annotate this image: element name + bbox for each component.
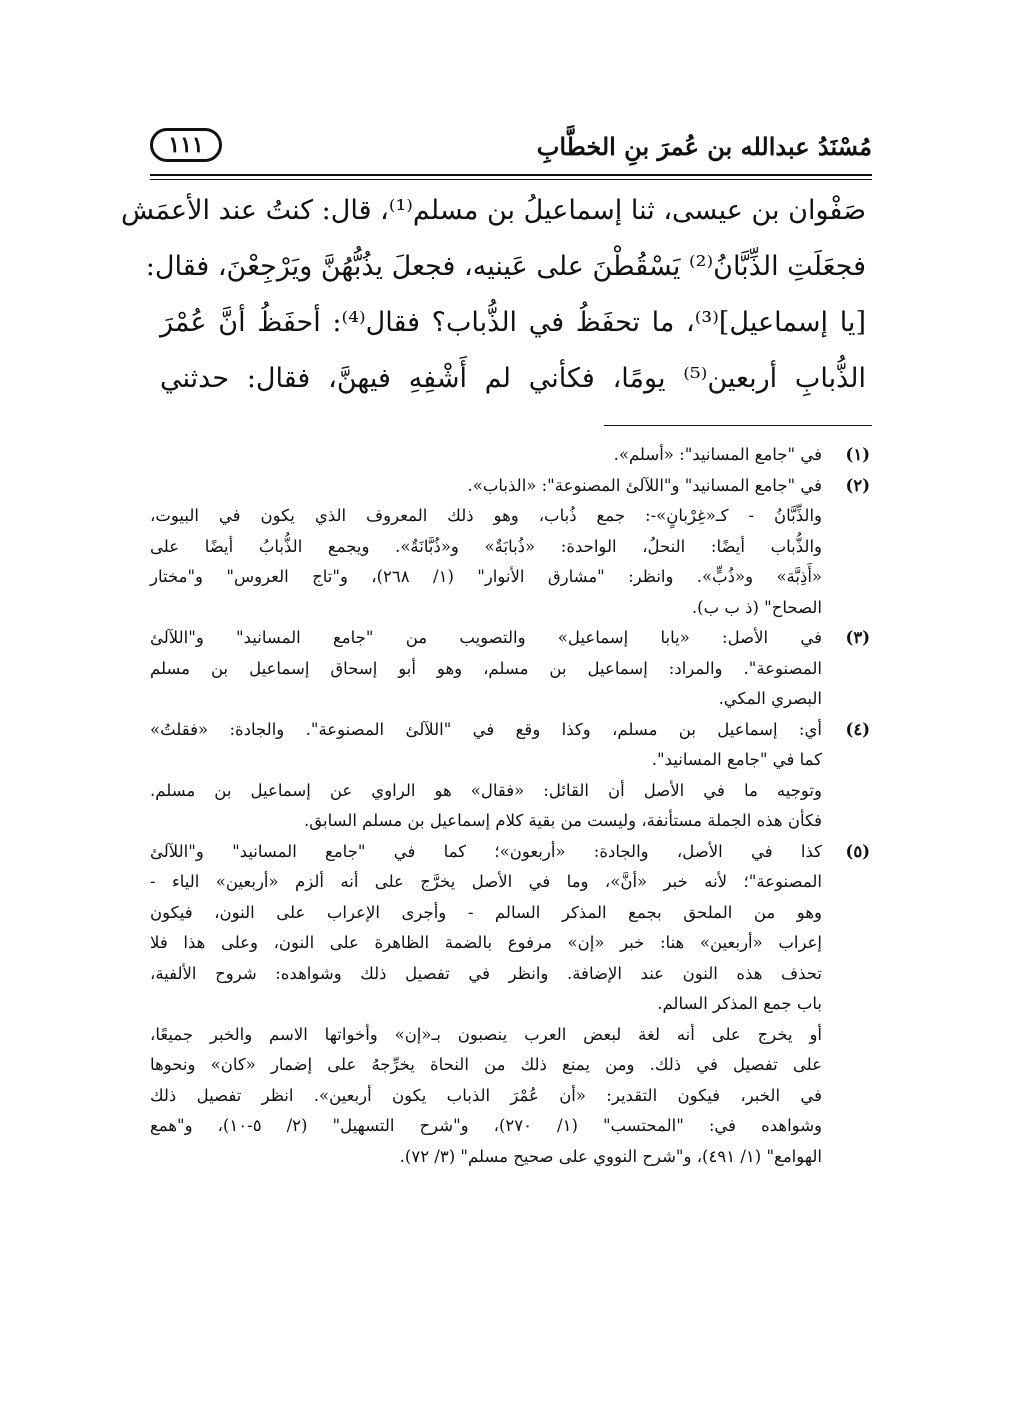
footnote-line: في "جامع المسانيد" و"اللآلئ المصنوعة": «الذباب». [467, 475, 822, 495]
footnote-line: والذِّبَّانُ - كـ«غِرْبانٍ»-: جمع ذُباب، وهو ذلك المعروف الذي يكون في البيوت، [150, 506, 822, 525]
footnote-line: في الأصل: «يابا إسماعيل» والتصويب من "جامع المسانيد" و"اللآلئ [150, 628, 822, 647]
footnotes-block [150, 440, 872, 1172]
main-text-line: صَفْوان بن عيسى، ثنا إسماعيلُ بن مسلم⁽¹⁾، قال: كنتُ عند الأعمَش [120, 195, 866, 226]
footnote-line: على تفصيل في ذلك. ومن يمنع ذلك من النحاة يخرِّجهُ على إضمار «كان» ونحوها [150, 1055, 822, 1074]
footnote-line: أي: إسماعيل بن مسلم، وكذا وقع في "اللآلئ المصنوعة". والجادة: «فقلتُ» [150, 719, 822, 739]
footnote-number: (١) [845, 445, 870, 464]
footnote-line: كذا في الأصل، والجادة: «أربعون»؛ كما في "جامع المسانيد" و"اللآلئ [150, 841, 822, 861]
footnote-line: وشواهده في: "المحتسب" (١/ ٢٧٠)، و"شرح التسهيل" (٢/ ٥-١٠)، و"همع [150, 1116, 822, 1135]
footnote-number: (٥) [845, 841, 870, 861]
footnote-line: البصري المكي. [718, 689, 822, 708]
footnote-line: المصنوعة". والمراد: إسماعيل بن مسلم، وهو أبو إسحاق إسماعيل بن مسلم [150, 658, 822, 678]
footnote-1 [150, 440, 872, 471]
footnote-separator [604, 425, 872, 426]
footnote-line: في "جامع المسانيد": «أسلم». [613, 445, 822, 464]
footnote-5 [150, 837, 872, 1173]
main-text-line: فجعَلَتِ الذِّبَّانُ⁽²⁾ يَسْقُطْنَ على عَينيه، فجعلَ يذُبُّهُنَّ ويَرْجِعْنَ، فقال: [145, 251, 866, 282]
footnote-line: المصنوعة"؛ لأنه خبر «أنَّ»، وما في الأصل يخرَّج على أنه ألزم «أربعين» الياء - [150, 872, 822, 891]
footnote-3 [150, 623, 872, 715]
main-text-line: [يا إسماعيل]⁽³⁾، ما تحفَظُ في الذُّباب؟ فقال⁽⁴⁾: أحفَظُ أنَّ عُمْرَ [160, 307, 866, 338]
footnote-line: أو يخرج على أنه لغة لبعض العرب ينصبون بـ«إن» وأخواتها الاسم والخبر جميعًا، [150, 1024, 822, 1044]
footnote-line: باب جمع المذكر السالم. [657, 994, 822, 1013]
footnote-line: الصحاح" (ذ ب ب). [691, 597, 822, 617]
main-text-line: الذُّبابِ أربعين⁽⁵⁾ يومًا، فكأني لم أَشْفِهِ فيهنَّ، فقال: حدثني [160, 363, 866, 394]
footnote-line: وتوجيه ما في الأصل أن القائل: «فقال» هو الراوي عن إسماعيل بن مسلم. [150, 780, 822, 800]
footnote-4 [150, 715, 872, 837]
footnote-line: في الخبر، فيكون التقدير: «أن عُمْرَ الذباب يكون أربعين». انظر تفصيل ذلك [150, 1085, 822, 1105]
footnote-line: إعراب «أربعين» هنا: خبر «إن» مرفوع بالضمة الظاهرة على النون، وعلى هذا فلا [150, 933, 822, 952]
footnote-2 [150, 471, 872, 624]
footnote-line: تحذف هذه النون عند الإضافة. وانظر في تفصيل ذلك وشواهده: شروح الألفية، [150, 963, 822, 983]
header-rule-thin [150, 179, 872, 180]
footnote-line: فكأن هذه الجملة مستأنفة، وليست من بقية كلام إسماعيل بن مسلم السابق. [303, 811, 822, 830]
main-text-block [120, 183, 866, 407]
page-number-badge: ١١١ [150, 128, 222, 162]
header-rule-thick [150, 174, 872, 176]
running-title: مُسْنَدُ عبدالله بن عُمرَ بنِ الخطَّابِ [536, 132, 872, 161]
footnote-number: (٤) [845, 719, 870, 739]
footnote-line: وهو من الملحق بجمع المذكر السالم - وأجرى الإعراب على النون، فيكون [150, 902, 822, 922]
footnote-line: والذُّباب أيضًا: النحلُ، الواحدة: «ذُبابَةٌ» و«ذُبَّانَةٌ». ويجمع الذُّبابُ أيضًا على [150, 536, 822, 556]
footnote-number: (٣) [845, 628, 870, 647]
footnote-line: «أَذِبَّة» و«ذُبٍّ». وانظر: "مشارق الأنوار" (١/ ٢٦٨)، و"تاج العروس" و"مختار [150, 567, 823, 586]
footnote-line: الهوامع" (١/ ٤٩١)، و"شرح النووي على صحيح مسلم" (٣/ ٧٢). [399, 1146, 822, 1166]
page-header [150, 128, 872, 168]
footnote-line: كما في "جامع المسانيد". [651, 750, 822, 769]
footnote-number: (٢) [845, 475, 870, 495]
